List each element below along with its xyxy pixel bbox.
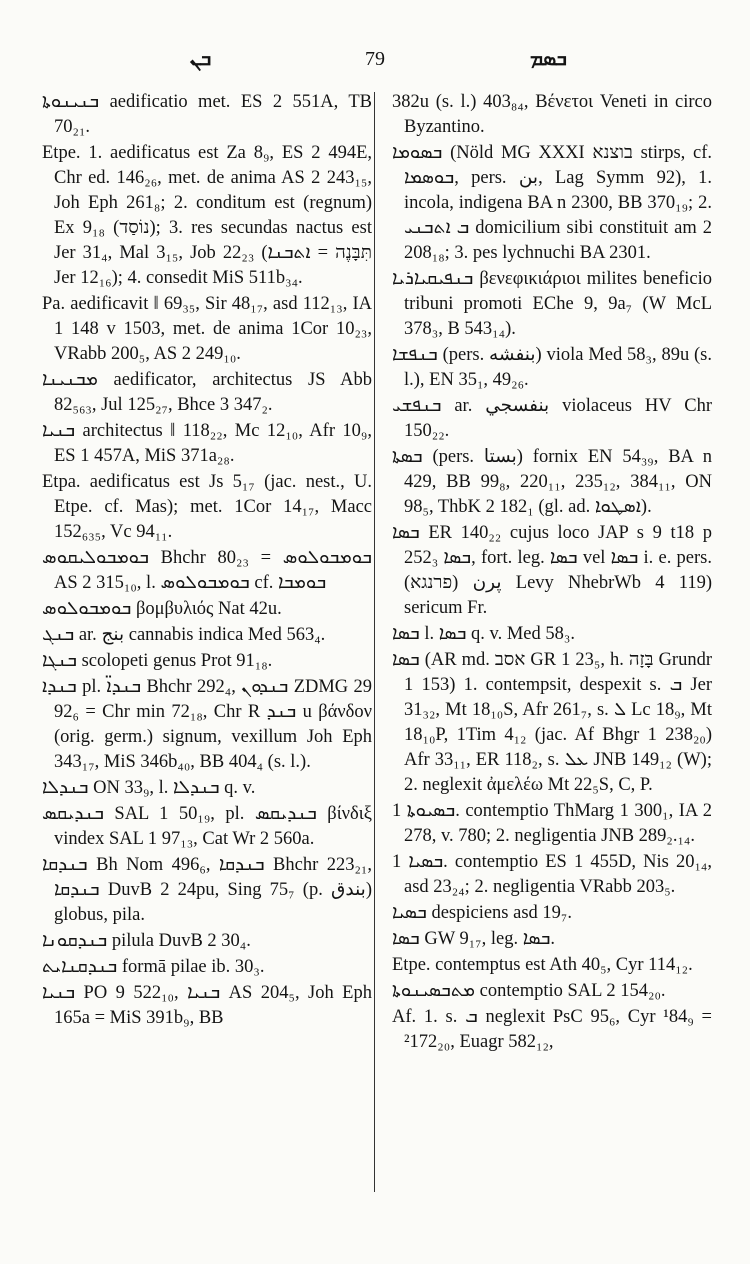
header-right-letter: ܒܣܡ bbox=[530, 48, 567, 70]
dictionary-entry: ܒܣܬܐ (pers. بستا) fornix EN 54₃₉, BA n 429, BB 99₈, 220₁₁, 235₁₂, 384₁₁, ON 98₅, ThbK 2 182₁ (gl. ad. ܐܣܛܘܐ). bbox=[392, 447, 712, 517]
dictionary-entry: ܒܢܓܐ scolopeti genus Prot 91₁₈. bbox=[42, 651, 273, 671]
left-column bbox=[42, 90, 372, 1032]
dictionary-entry: ܒܢܕܠܐ ON 33₉, l. ܒܢܕܠܐ q. v. bbox=[42, 778, 256, 798]
dictionary-entry: ܒܣܐ GW 9₁₇, leg. ܒܣܐ. bbox=[392, 929, 556, 949]
dictionary-entry: Pa. aedificavit ‖ 69₃₅, Sir 48₁₇, asd 112₁₃, IA 1 148 v 1503, met. de anima 1Cor 10₂₃, VRabb 200₅, AS 2 249₁₀. bbox=[42, 294, 372, 364]
dictionary-entry: ܒܣܐ ER 140₂₂ cujus loco JAP s 9 t18 p 252₃ ܒܣܐ, fort. leg. ܒܣܐ vel ܒܣܐ i. e. pers. پرن (פרנגא) Levy NhebrWb 4 119) sericum Fr. bbox=[392, 523, 712, 618]
dictionary-entry: ܒܢܕܐ pl. ܒܢܕܐ̈ Bhchr 292₄, ܒܢܕܘܢ ZDMG 29 92₆ = Chr min 72₁₈, Chr R ܒܢܕ u βάνδον (orig. germ.) signum, vexillum Joh Eph 343₁₇, MiS 346b₄₀, BB 404₄ (s. l.). bbox=[42, 677, 372, 772]
dictionary-entry: ܒܘܡܒܘܠܘܣ βομβυλιός Nat 42u. bbox=[42, 599, 282, 619]
dictionary-entry: ܒܣܝܘܬܐ 1. contemptio ThMarg 1 300₁, IA 2 278, v. 780; 2. negligentia JNB 289₂.₁₄. bbox=[392, 801, 712, 846]
dictionary-entry: ܒܣܐ l. ܒܣܐ q. v. Med 58₃. bbox=[392, 624, 575, 644]
dictionary-entry: ܒܢܕܩܢܐܝܬ formā pilae ib. 30₃. bbox=[42, 957, 265, 977]
dictionary-entry: ܒܢܝܐ architectus ‖ 118₂₂, Mc 12₁₀, Afr 10₉, ES 1 457A, MiS 371a₂₈. bbox=[42, 421, 372, 466]
page-number: 79 bbox=[365, 48, 385, 70]
dictionary-entry: ܒܢܕܝܩܣ SAL 1 50₁₉, pl. ܒܢܕܝܩܣ βίνδιξ vindex SAL 1 97₁₃, Cat Wr 2 560a. bbox=[42, 804, 372, 849]
dictionary-entry: ܡܬܒܣܝܢܘܬܐ contemptio SAL 2 154₂₀. bbox=[392, 981, 666, 1001]
dictionary-entry: Etpe. 1. aedificatus est Za 8₉, ES 2 494E, Chr ed. 146₂₆, met. de anima AS 2 243₁₅, Joh Eph 261₈; 2. conditum est (regnum) Ex 9₁₈ (נוֹסַד); 3. res secundas nactus est Jer 31₄, Mal 3₁₅, Job 22₂₃ (תִּבָּנֶה = ܐܬܒܢܐ Jer 12₁₆); 4. consedit MiS 511b₃₄. bbox=[42, 143, 372, 288]
dictionary-entry: ܒܢܕܩܐ Bh Nom 496₆, ܒܢܕܩܐ Bhchr 223₂₁, ܒܢܕܩܐ DuvB 2 24pu, Sing 75₇ (p. بندق) globus, pila. bbox=[42, 855, 372, 925]
dictionary-entry: Etpa. aedificatus est Js 5₁₇ (jac. nest., U. Etpe. cf. Mas); met. 1Cor 14₁₇, Macc 152₆₃₅, Vc 94₁₁. bbox=[42, 472, 372, 542]
dictionary-entry: 382u (s. l.) 403₈₄, Βένετοι Veneti in circo Byzantino. bbox=[392, 92, 712, 137]
dictionary-entry: ܒܢܦܫܝ ar. بنفسجي violaceus HV Chr 150₂₂. bbox=[392, 396, 712, 441]
dictionary-entry: ܒܢܝܢܘܬܐ aedificatio met. ES 2 551A, TB 70₂₁. bbox=[42, 92, 372, 137]
dictionary-entry: ܒܣܝܐ despiciens asd 19₇. bbox=[392, 903, 572, 923]
dictionary-entry: Etpe. contemptus est Ath 40₅, Cyr 114₁₂. bbox=[392, 955, 693, 975]
dictionary-entry: ܒܢܦܝܩܝܐܪܝܐ βενεφικιάριοι milites beneficio tribuni promoti EChe 9, 9a₇ (W McL 378₃, B 543₁₄). bbox=[392, 269, 712, 339]
dictionary-entry: ܒܣܘܡܐ (Nöld MG XXXI בוצנא stirps, cf. ܒܘܣܡܐ, pers. بن, Lag Symm 92), 1. incola, indigena BA n 2300, BB 370₁₉; 2. ܒ ܐܬܒܢܝ domicilium sibi constituit am 2 208₁₈; 3. pes lychnuchi BA 2301. bbox=[392, 143, 712, 263]
dictionary-entry: ܒܢܕܩܘܢܐ pilula DuvB 2 30₄. bbox=[42, 931, 251, 951]
dictionary-entry: ܒܣܐ (AR md. אסב GR 1 23₅, h. בָּזָה Grundr 1 153) 1. contempsit, despexit s. ܒ Jer 31₃₂, Mt 18₁₀S, Afr 261₇, s. ܠ Lc 18₉, Mt 18₁₀P, 1Tim 4₁₂ (jac. Af Bhgr 1 238₂₀) Afr 33₁₁, ER 118₂, s. ܥܠ JNB 149₁₂ (W); 2. neglexit ἀμελέω Mt 22₅S, C, P. bbox=[392, 650, 713, 795]
dictionary-entry: ܡܒܢܝܢܐ aedificator, architectus JS Abb 82₅₆₃, Jul 125₂₇, Bhce 3 347₂. bbox=[42, 370, 372, 415]
dictionary-entry: ܒܢܦܫܐ (pers. بنفشه) viola Med 58₃, 89u (s. l.), EN 35₁, 49₂₆. bbox=[392, 345, 712, 390]
page-header bbox=[0, 48, 750, 78]
column-divider bbox=[374, 92, 375, 1192]
dictionary-entry: ܒܢܓ ar. بنج cannabis indica Med 563₄. bbox=[42, 625, 326, 645]
dictionary-entry: ܒܘܡܒܘܠܝܩܘܣ Bhchr 80₂₃ = ܒܘܡܒܘܠܘܣ AS 2 315₁₀, l. ܒܘܡܒܘܠܘܣ cf. ܒܘܡܒܐ bbox=[42, 548, 372, 593]
dictionary-entry: Af. 1. s. ܒ neglexit PsC 95₆, Cyr ¹84₉ = ²172₂₀, Euagr 582₁₂, bbox=[392, 1007, 712, 1052]
right-column bbox=[392, 90, 712, 1056]
dictionary-entry: ܒܣܝܐ 1. contemptio ES 1 455D, Nis 20₁₄, asd 23₂₄; 2. negligentia VRabb 203₅. bbox=[392, 852, 712, 897]
dictionary-entry: ܒܢܝܐ PO 9 522₁₀, ܒܢܝܐ AS 204₅, Joh Eph 165a = MiS 391b₉, BB bbox=[42, 983, 372, 1028]
header-left-letter: ܒܢ bbox=[190, 48, 212, 70]
